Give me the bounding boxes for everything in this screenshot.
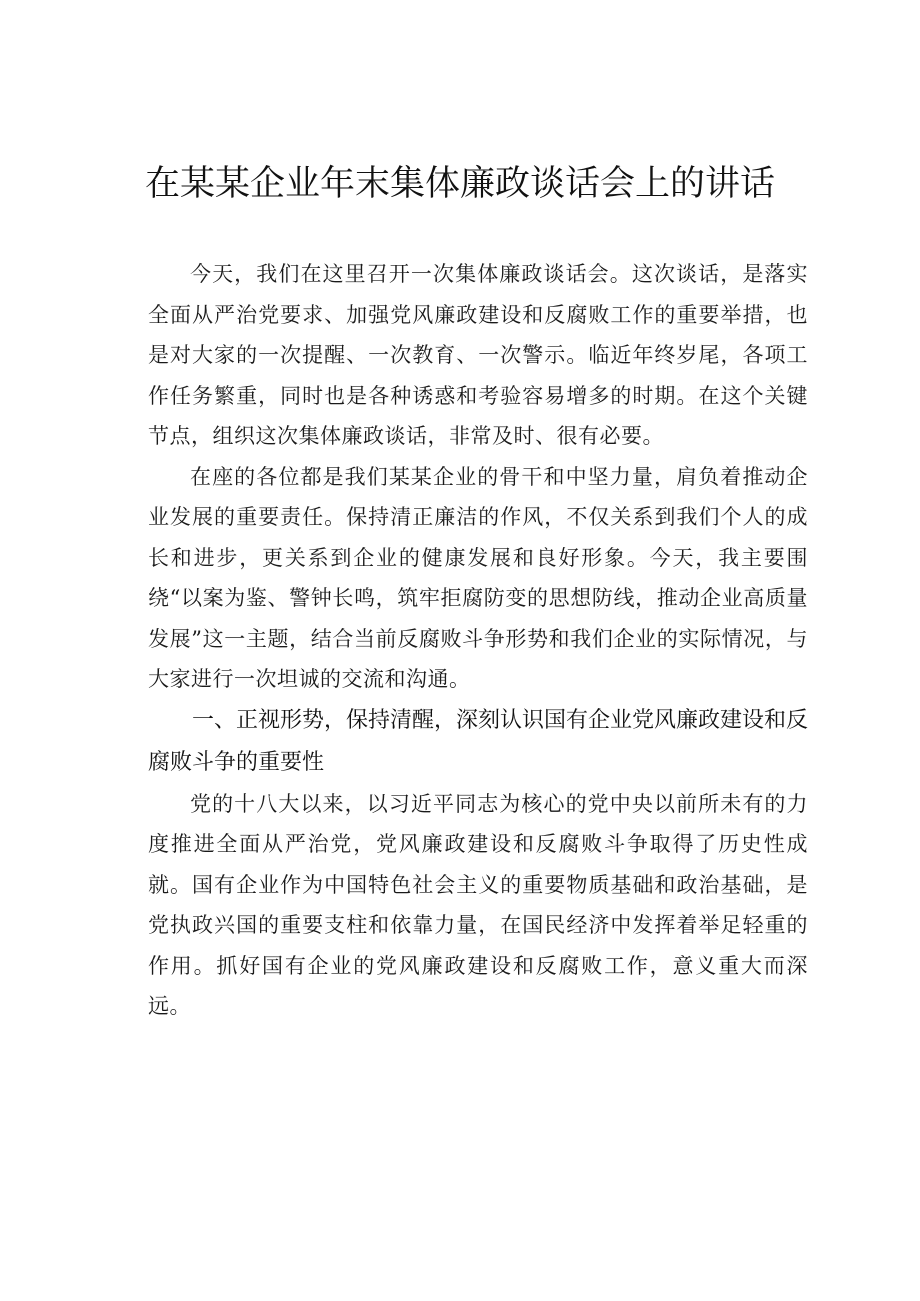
paragraph-section-1: 党的十八大以来，以习近平同志为核心的党中央以前所未有的力度推进全面从严治党，党风廉政建设和反腐败斗争取得了历史性成就。国有企业作为中国特色社会主义的重要物质基础和政治基础，是党执政兴国的重要支柱和依靠力量，在国民经济中发挥着举足轻重的作用。抓好国有企业的党风廉政建设和反腐败工作，意义重大而深远。 <box>148 791 808 1018</box>
paragraph-theme: 在座的各位都是我们某某企业的骨干和中坚力量，肩负着推动企业发展的重要责任。保持清正廉洁的作风，不仅关系到我们个人的成长和进步，更关系到企业的健康发展和良好形象。今天，我主要围绕“以案为鉴、警钟长鸣，筑牢拒腐防变的思想防线，推动企业高质量发展”这一主题，结合当前反腐败斗争形势和我们企业的实际情况，与大家进行一次坦诚的交流和沟通。 <box>148 464 808 691</box>
document-body <box>148 254 808 1027</box>
paragraph-intro: 今天，我们在这里召开一次集体廉政谈话会。这次谈话，是落实全面从严治党要求、加强党风廉政建设和反腐败工作的重要举措，也是对大家的一次提醒、一次教育、一次警示。临近年终岁尾，各项工作任务繁重，同时也是各种诱惑和考验容易增多的时期。在这个关键节点，组织这次集体廉政谈话，非常及时、很有必要。 <box>148 262 808 448</box>
section-heading-1: 一、正视形势，保持清醒，深刻认识国有企业党风廉政建设和反腐败斗争的重要性 <box>148 707 809 775</box>
document-title: 在某某企业年末集体廉政谈话会上的讲话 <box>144 164 775 204</box>
